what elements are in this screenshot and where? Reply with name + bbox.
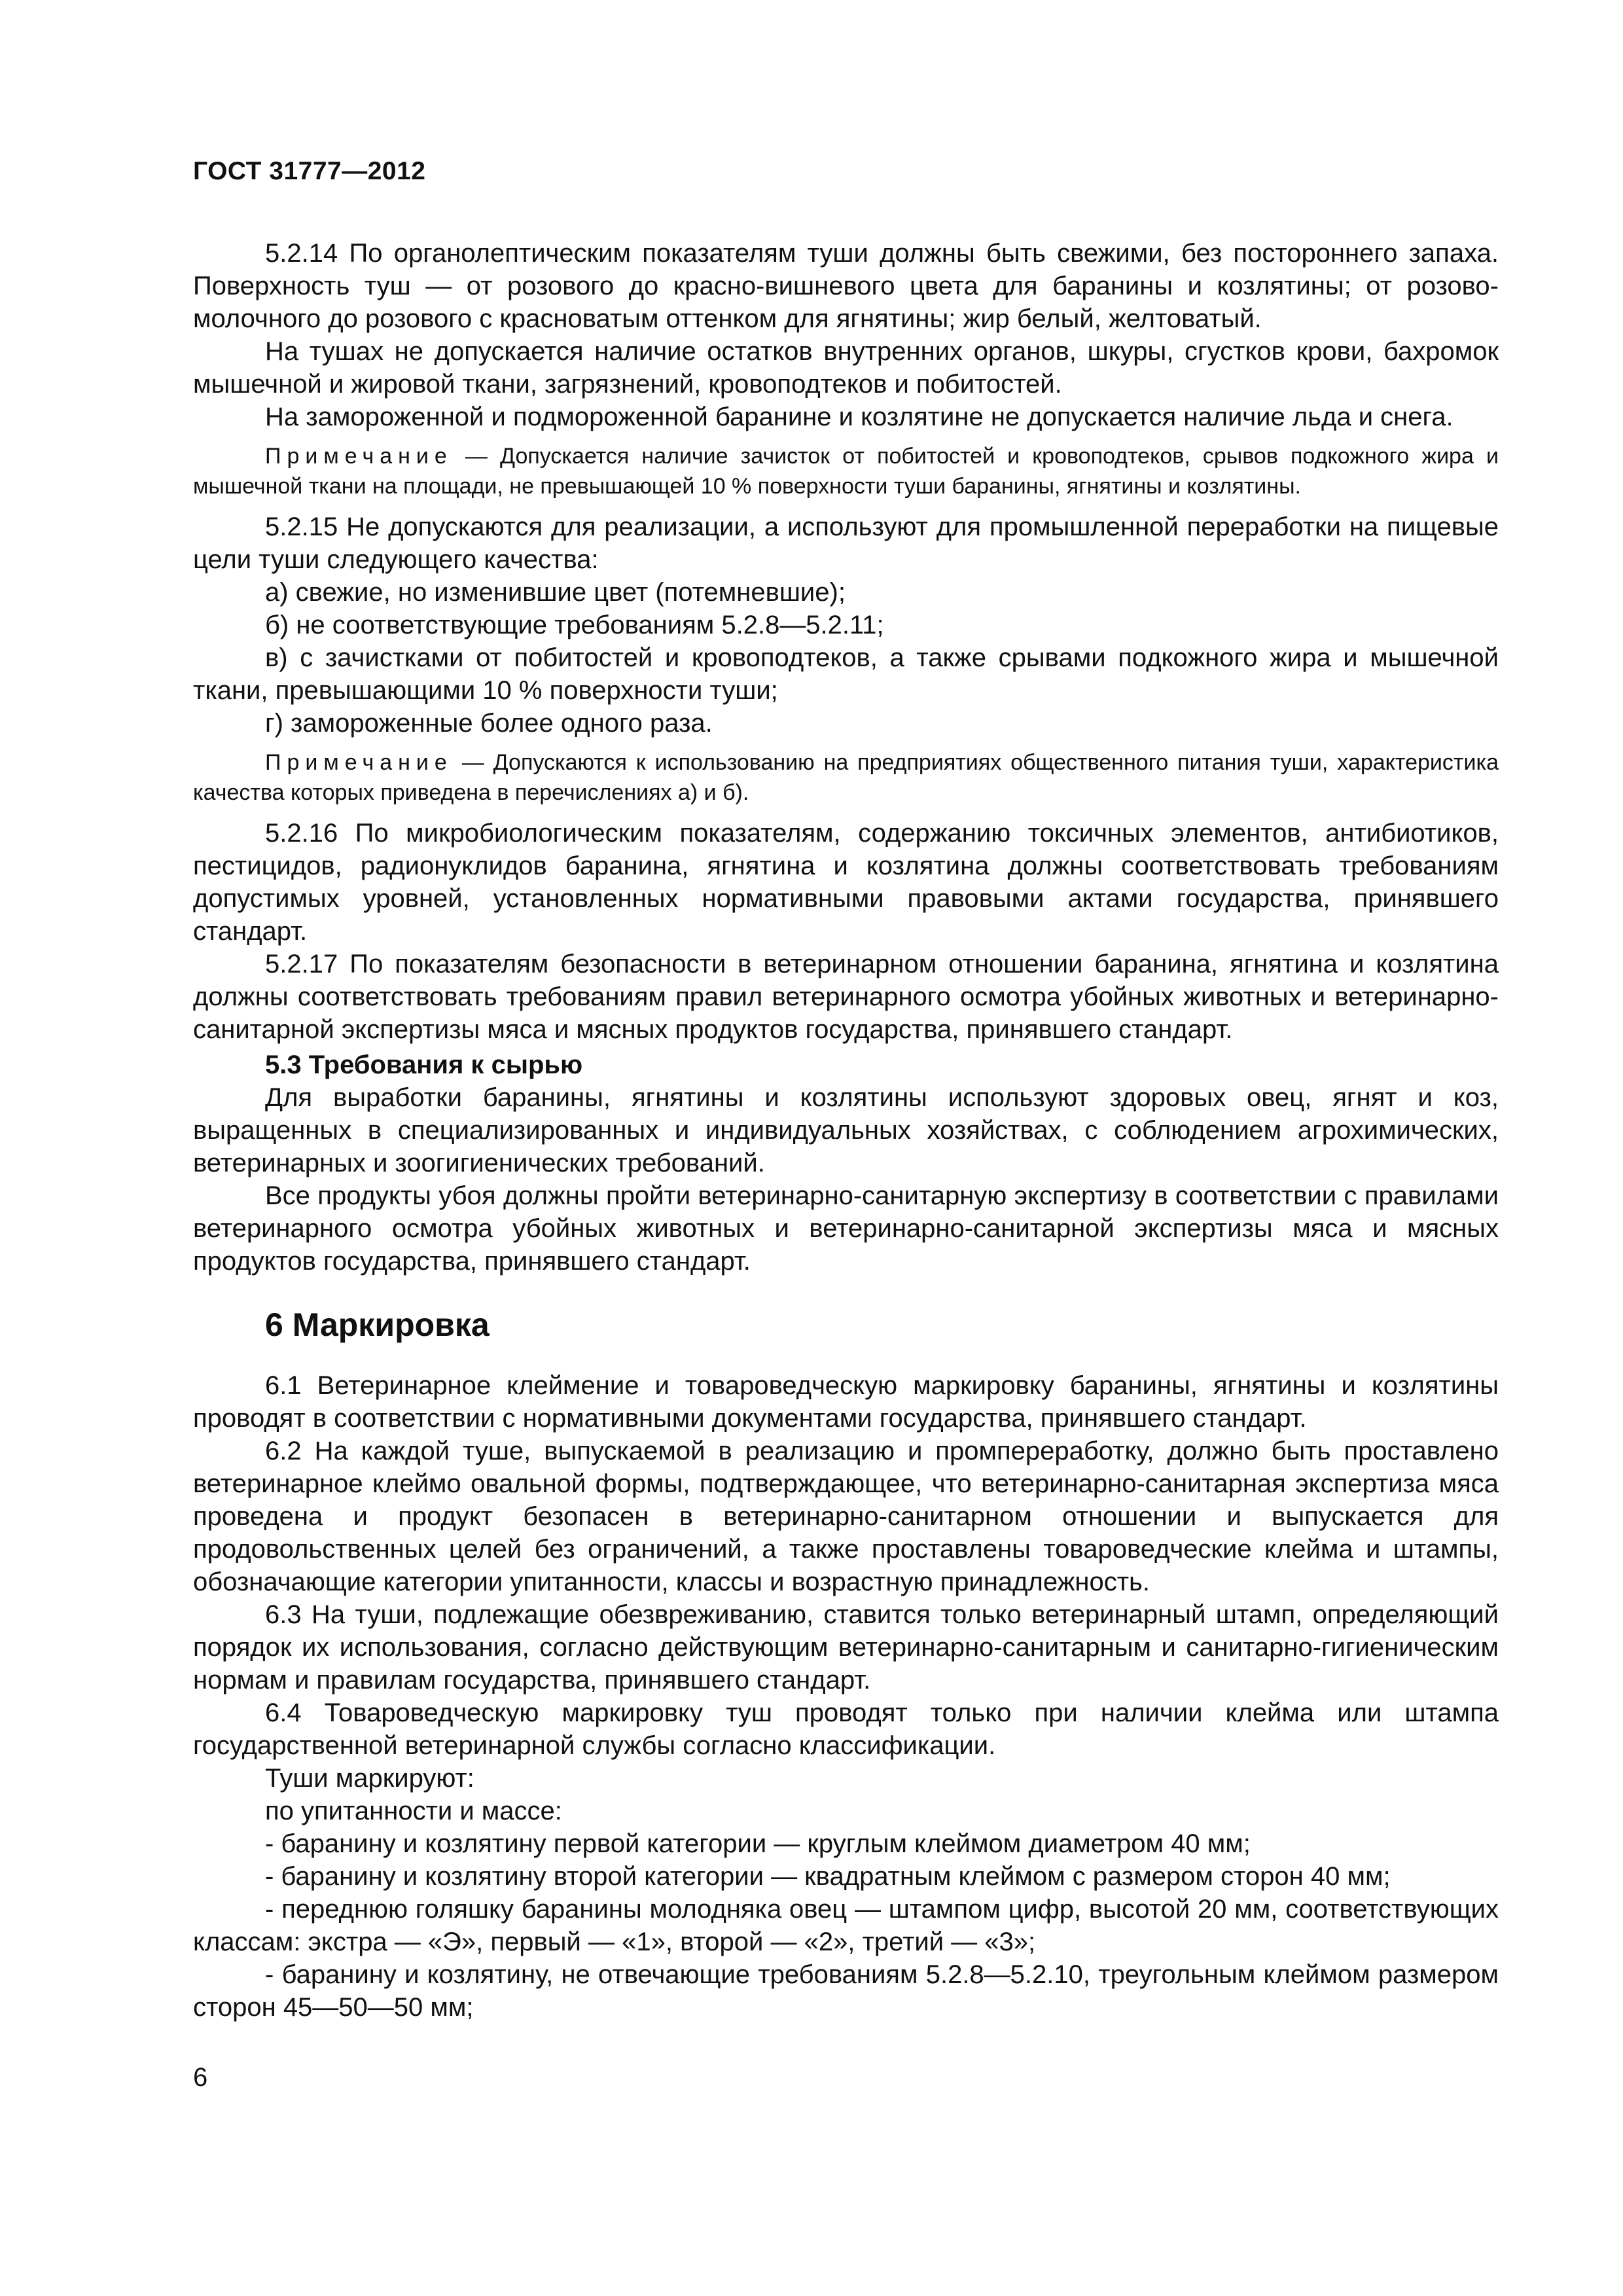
paragraph-5-2-14-b: На тушах не допускается наличие остатков внутренних органов, шкуры, сгустков крови, бахромок мышечной и жировой ткани, загрязнений, кровоподтеков и побитостей. — [193, 337, 1499, 399]
list-item-b: б) не соответствующие требованиям 5.2.8—5.2.11; — [265, 611, 884, 639]
paragraph-5-2-14-c: На замороженной и подмороженной баранине и козлятине не допускается наличие льда и снега. — [265, 403, 1454, 431]
paragraph-6-3: 6.3 На туши, подлежащие обезвреживанию, ставится только ветеринарный штамп, определяющий порядок их использования, согласно действующим ветеринарно-санитарным и санитарно-гигиеническим нормам и правилам государства, принявшего стандарт. — [193, 1600, 1499, 1695]
dash-item-1: - баранину и козлятину первой категории — круглым клеймом диаметром 40 мм; — [265, 1829, 1251, 1858]
paragraph-6-2: 6.2 На каждой туше, выпускаемой в реализацию и промпереработку, должно быть проставлено ветеринарное клеймо овальной формы, подтверждающее, что ветеринарно-санитарная экспертиза мяса проведена и продукт безопасен в ветеринарно-санитарном отношении и выпускается для продовольственных целей без ограничений, а также проставлены товароведческие клейма и штампы, обозначающие категории упитанности, классы и возрастную принадлежность. — [193, 1437, 1499, 1596]
dash-item-4: - баранину и козлятину, не отвечающие требованиям 5.2.8—5.2.10, треугольным клеймом размером сторон 45—50—50 мм; — [193, 1960, 1499, 2022]
list-item-v: в) с зачистками от побитостей и кровоподтеков, а также срывами подкожного жира и мышечной ткани, превышающими 10 % поверхности туши; — [193, 643, 1499, 705]
page-number: 6 — [193, 2063, 208, 2092]
document-body — [193, 237, 1499, 2024]
document-header-code: ГОСТ 31777—2012 — [193, 157, 426, 185]
paragraph-5-2-16: 5.2.16 По микробиологическим показателям, содержанию токсичных элементов, антибиотиков, пестицидов, радионуклидов баранина, ягнятина и козлятина должны соответствовать требованиям допустимых уровней, установленных нормативными правовыми актами государства, принявшего стандарт. — [193, 819, 1499, 946]
note-2-text: — Допускаются к использованию на предприятиях общественного питания туши, характеристика качества которых приведена в перечислениях а) и б). — [193, 750, 1499, 805]
paragraph-6-1: 6.1 Ветеринарное клеймение и товароведческую маркировку баранины, ягнятины и козлятины проводят в соответствии с нормативными документами государства, принявшего стандарт. — [193, 1371, 1499, 1433]
list-item-g: г) замороженные более одного раза. — [265, 709, 713, 738]
dash-item-3: - переднюю голяшку баранины молодняка овец — штампом цифр, высотой 20 мм, соответствующих классам: экстра — «Э», первый — «1», второй — «2», третий — «3»; — [193, 1895, 1499, 1956]
note-2-label: Примечание — [265, 750, 453, 775]
note-2 — [193, 747, 1499, 808]
section-heading-6: 6 Маркировка — [265, 1306, 490, 1343]
dash-item-2: - баранину и козлятину второй категории — квадратным клеймом с размером сторон 40 мм; — [265, 1862, 1391, 1891]
paragraph-6-4-c: по упитанности и массе: — [265, 1797, 562, 1825]
paragraph-5-2-15: 5.2.15 Не допускаются для реализации, а используют для промышленной переработки на пищевые цели туши следующего качества: — [193, 512, 1499, 574]
paragraph-5-2-17: 5.2.17 По показателям безопасности в ветеринарном отношении баранина, ягнятина и козлятина должны соответствовать требованиям правил ветеринарного осмотра убойных животных и ветеринарно-санитарной экспертизы мяса и мясных продуктов государства, принявшего стандарт. — [193, 950, 1499, 1044]
paragraph-6-4: 6.4 Товароведческую маркировку туш проводят только при наличии клейма или штампа государственной ветеринарной службы согласно классификации. — [193, 1698, 1499, 1760]
note-1 — [193, 441, 1499, 501]
paragraph-6-4-b: Туши маркируют: — [265, 1764, 474, 1793]
paragraph-5-3-a: Для выработки баранины, ягнятины и козлятины используют здоровых овец, ягнят и коз, выращенных в специализированных и индивидуальных хозяйствах, с соблюдением агрохимических, ветеринарных и зоогигиенических требований. — [193, 1083, 1499, 1177]
paragraph-5-3-b: Все продукты убоя должны пройти ветеринарно-санитарную экспертизу в соответствии с правилами ветеринарного осмотра убойных животных и ветеринарно-санитарной экспертизы мяса и мясных продуктов государства, принявшего стандарт. — [193, 1181, 1499, 1276]
note-1-text: — Допускается наличие зачисток от побитостей и кровоподтеков, срывов подкожного жира и мышечной ткани на площади, не превышающей 10 % поверхности туши баранины, ягнятины и козлятины. — [193, 444, 1499, 499]
list-item-a: а) свежие, но изменившие цвет (потемневшие); — [265, 578, 846, 607]
note-1-label: Примечание — [265, 444, 453, 469]
paragraph-5-2-14: 5.2.14 По органолептическим показателям туши должны быть свежими, без постороннего запаха. Поверхность туш — от розового до красно-вишневого цвета для баранины и козлятины; от розово-молочного до розового с красноватым оттенком для ягнятины; жир белый, желтоватый. — [193, 239, 1499, 333]
subsection-heading-5-3: 5.3 Требования к сырью — [265, 1050, 583, 1079]
